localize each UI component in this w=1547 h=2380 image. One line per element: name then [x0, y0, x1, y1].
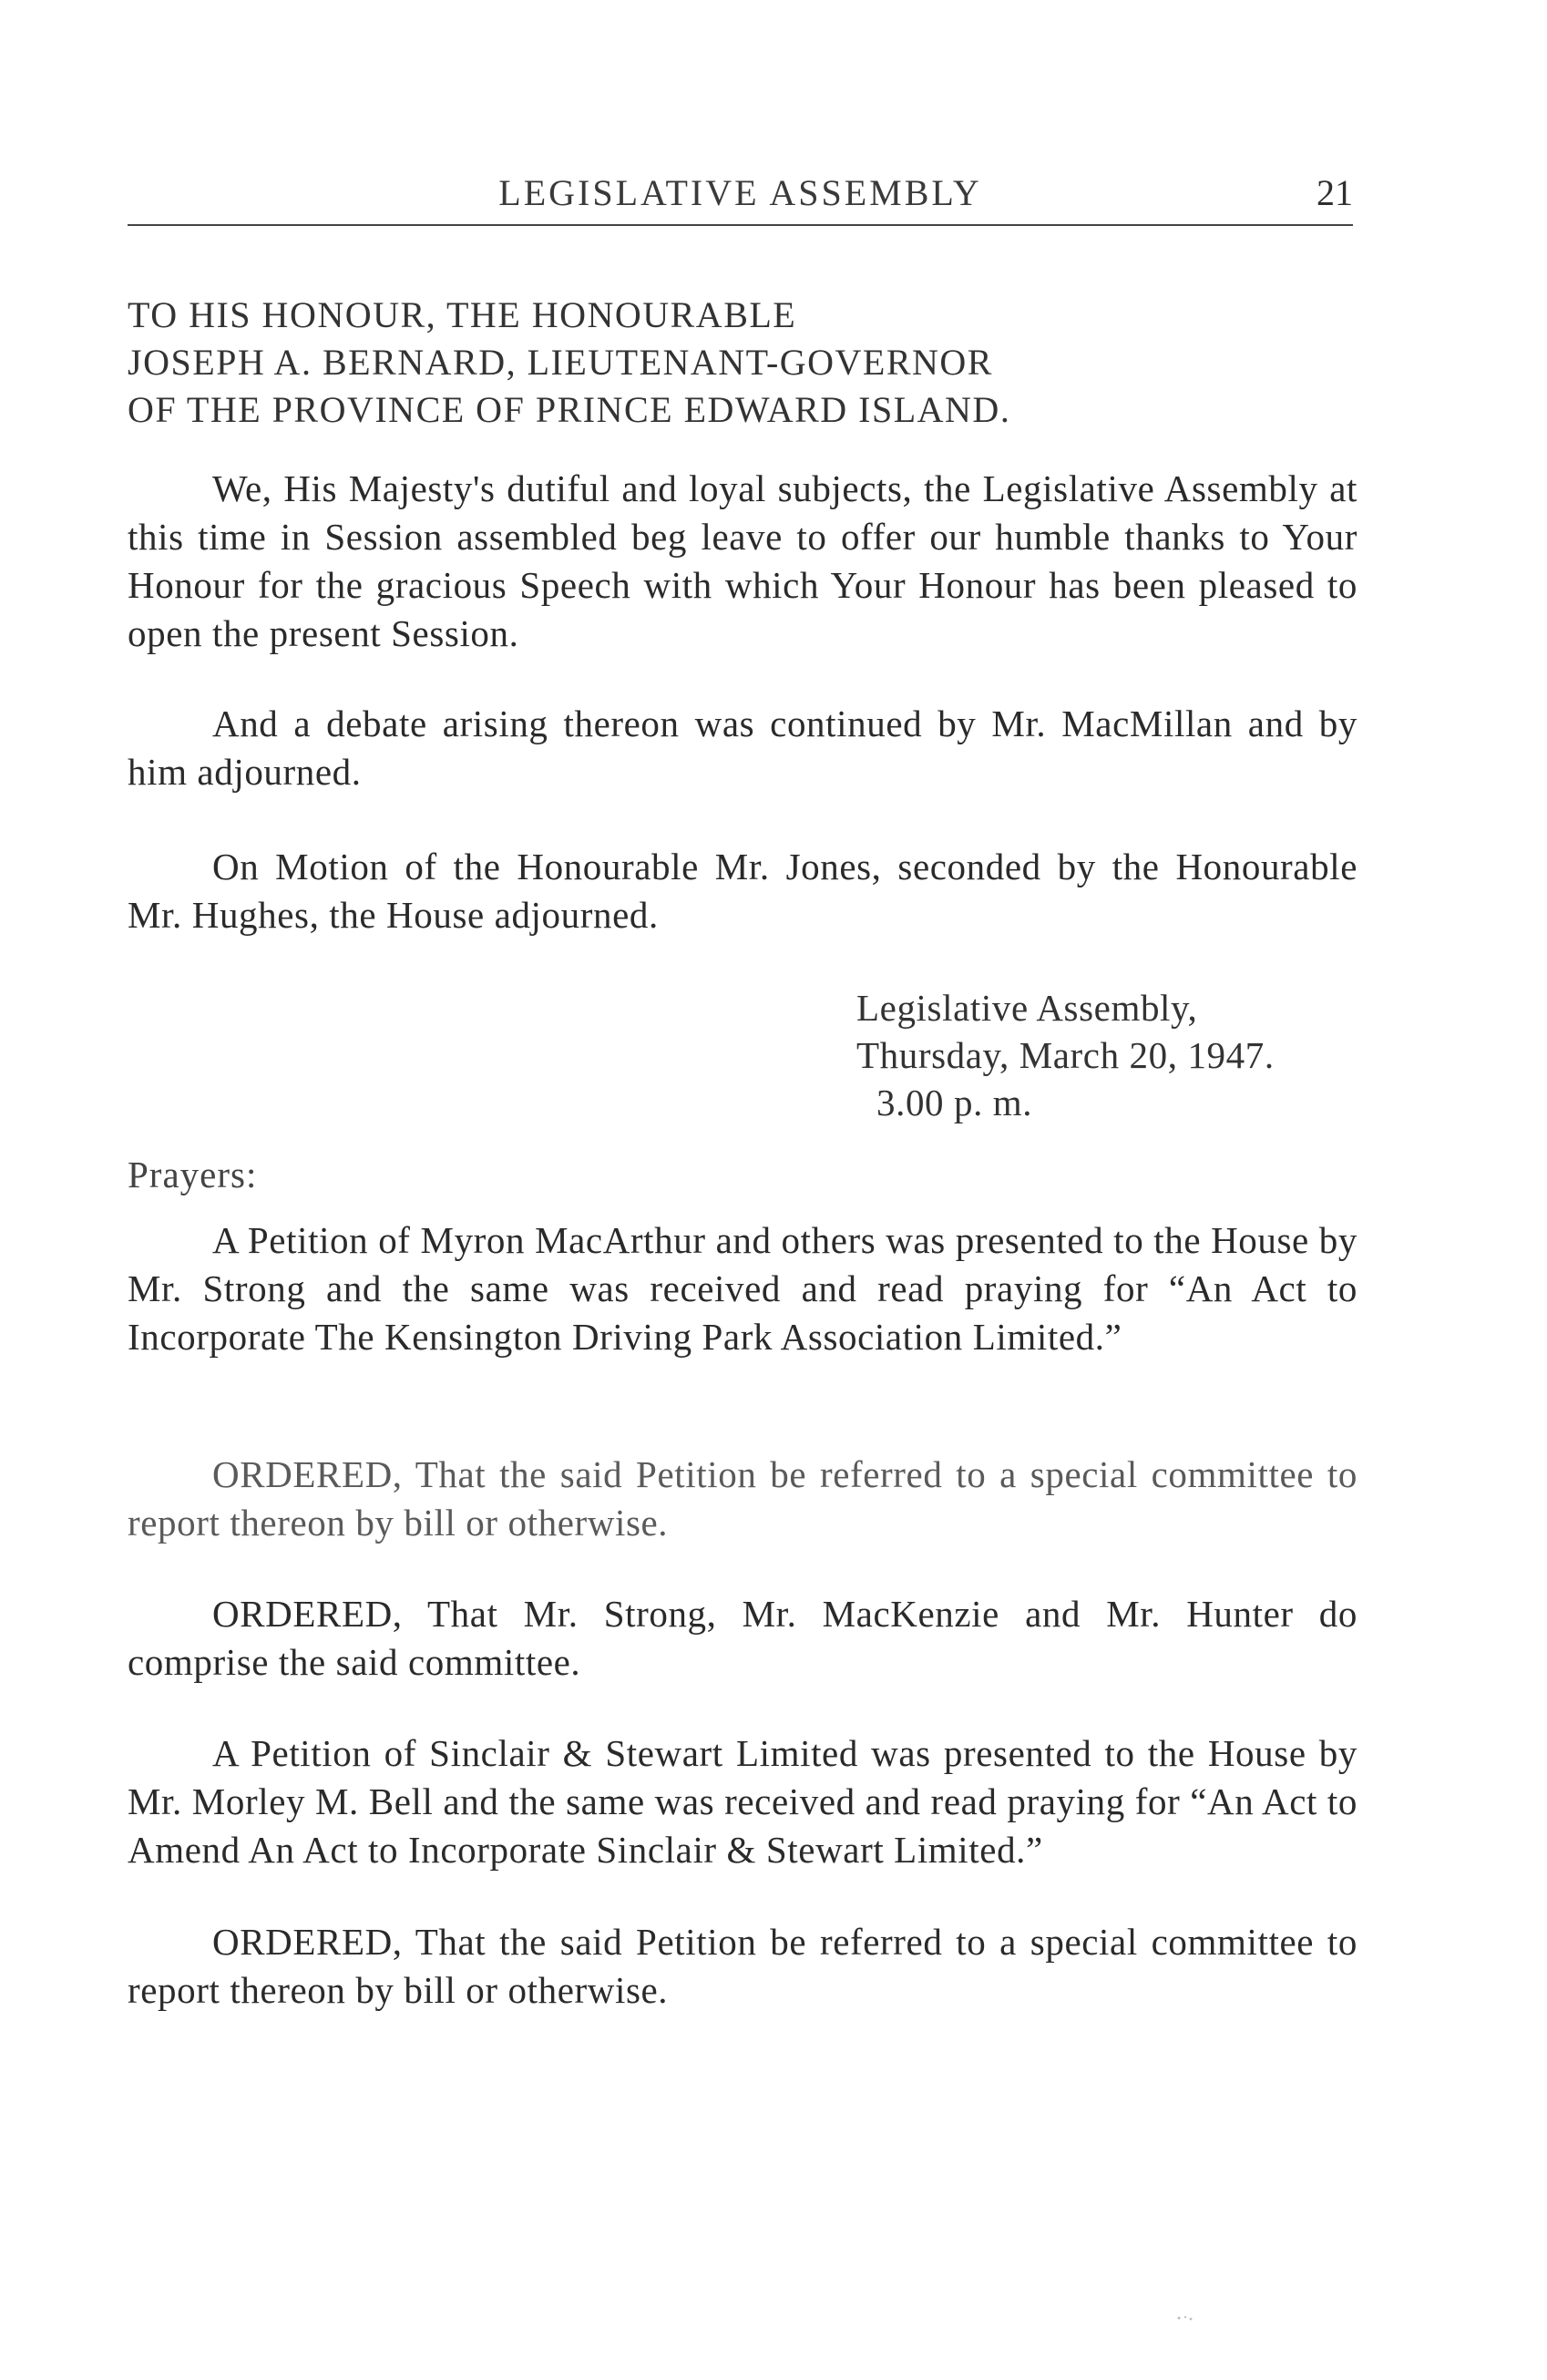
address-reply-paragraph: We, His Majesty's dutiful and loyal subjects, the Legislative Assembly at this time in Session assembled beg leave to offer our humble thanks to Your Honour for the gracious Speech with which Your Honour has been pleased to open the present Session.: [128, 467, 1357, 654]
address-line-3: OF THE PROVINCE OF PRINCE EDWARD ISLAND.: [128, 389, 1011, 430]
petition-sinclair-stewart: A Petition of Sinclair & Stewart Limited was presented to the House by Mr. Morley M. Bell and the same was received and read praying for “An Act to Amend An Act to Incorporate Sinclair & Stewart Limited.”: [128, 1732, 1357, 1871]
address-heading: [128, 292, 1353, 434]
adjournment-paragraph: On Motion of the Honourable Mr. Jones, seconded by the Honourable Mr. Hughes, the House adjourned.: [128, 846, 1357, 936]
session-dateline: [856, 984, 1275, 1126]
running-header: [128, 171, 1353, 228]
dateline-time: 3.00 p. m.: [876, 1082, 1033, 1123]
prayers-label: Prayers:: [128, 1154, 258, 1195]
running-title: LEGISLATIVE ASSEMBLY: [498, 172, 982, 213]
header-rule: [128, 224, 1353, 226]
ordered-referral-2: ORDERED, That the said Petition be referred to a special committee to report thereon by bill or otherwise.: [128, 1921, 1357, 2011]
address-line-1: TO HIS HONOUR, THE HONOURABLE: [128, 294, 797, 335]
address-line-2: JOSEPH A. BERNARD, LIEUTENANT-GOVERNOR: [128, 342, 993, 383]
print-smudge: [1175, 2313, 1195, 2324]
ordered-committee-members: ORDERED, That Mr. Strong, Mr. MacKenzie and Mr. Hunter do comprise the said committee.: [128, 1593, 1357, 1683]
ordered-referral-1: ORDERED, That the said Petition be referred to a special committee to report thereon by bill or otherwise.: [128, 1453, 1357, 1544]
dateline-place: Legislative Assembly,: [856, 987, 1198, 1029]
page-number: 21: [1316, 172, 1353, 213]
petition-myron-macarthur: A Petition of Myron MacArthur and others was presented to the House by Mr. Strong and the same was received and read praying for “An Act to Incorporate The Kensington Driving Park Association Limited.”: [128, 1219, 1357, 1358]
debate-paragraph: And a debate arising thereon was continued by Mr. MacMillan and by him adjourned.: [128, 703, 1357, 793]
dateline-date: Thursday, March 20, 1947.: [856, 1034, 1275, 1076]
